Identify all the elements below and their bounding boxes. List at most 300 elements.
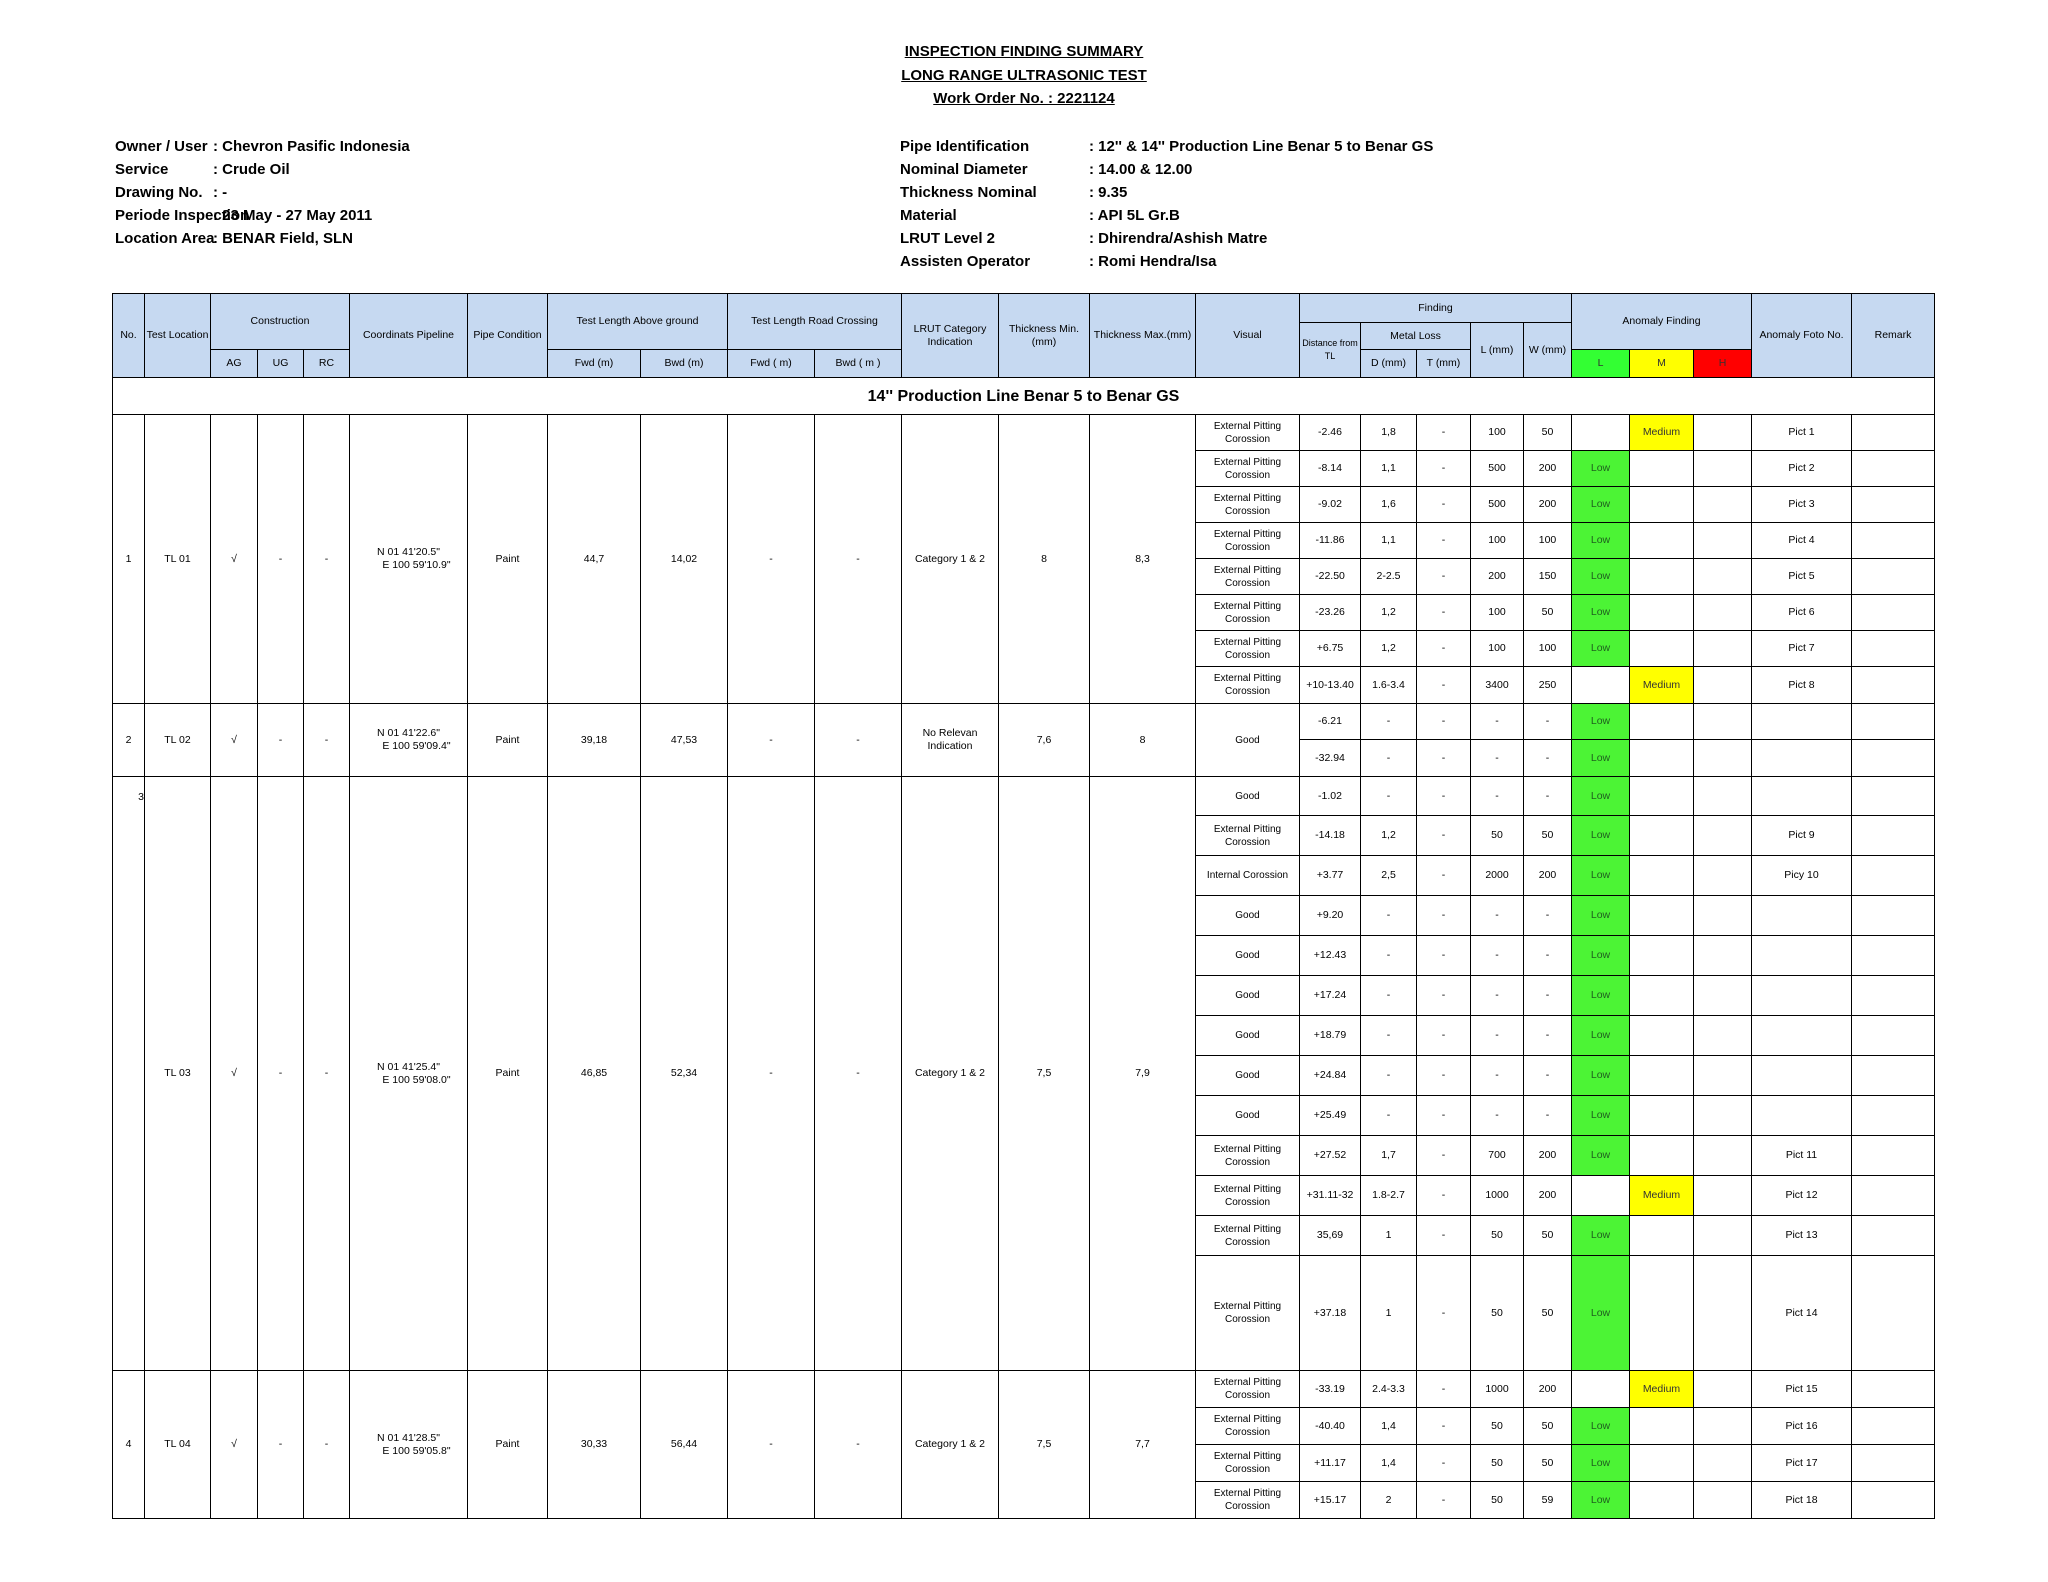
- cell-level-high: [1694, 816, 1752, 856]
- cell-anomaly-foto: [1752, 1096, 1852, 1136]
- cell-width: 200: [1524, 1136, 1572, 1176]
- coordinate-east: E 100 59'08.0": [382, 1073, 451, 1086]
- cell-remark: [1852, 777, 1935, 816]
- cell-distance: +6.75: [1300, 631, 1361, 667]
- cell-distance: +17.24: [1300, 976, 1361, 1016]
- cell-remark: [1852, 1136, 1935, 1176]
- cell-remark: [1852, 976, 1935, 1016]
- info-row: [900, 158, 1433, 181]
- coordinate-east: E 100 59'05.8": [382, 1444, 451, 1457]
- cell-distance: +9.20: [1300, 896, 1361, 936]
- cell-length: -: [1471, 704, 1524, 740]
- cell-level-medium: [1630, 777, 1694, 816]
- cell-remark: [1852, 1096, 1935, 1136]
- cell-thickness: -: [1417, 740, 1471, 777]
- cell-depth: 1,2: [1361, 631, 1417, 667]
- cell-visual: External Pitting Corossion: [1196, 487, 1300, 523]
- cell-level-high: [1694, 1016, 1752, 1056]
- cell-anomaly-foto: Pict 12: [1752, 1176, 1852, 1216]
- cell-level-high: [1694, 777, 1752, 816]
- cell-visual: Good: [1196, 704, 1300, 777]
- cell-anomaly-foto: Pict 15: [1752, 1371, 1852, 1408]
- cell-width: -: [1524, 1016, 1572, 1056]
- medium-badge: Medium: [1630, 1371, 1694, 1408]
- cell-rc: -: [304, 415, 350, 704]
- cell-rc-bwd: -: [815, 777, 902, 1371]
- low-badge: Low: [1572, 1016, 1630, 1056]
- cell-visual: External Pitting Corossion: [1196, 1445, 1300, 1482]
- cell-fwd: 46,85: [548, 777, 641, 1371]
- info-row: [115, 181, 410, 204]
- medium-badge: Medium: [1630, 667, 1694, 704]
- cell-distance: +25.49: [1300, 1096, 1361, 1136]
- cell-visual: External Pitting Corossion: [1196, 523, 1300, 559]
- cell-remark: [1852, 1256, 1935, 1371]
- cell-level-high: [1694, 976, 1752, 1016]
- cell-bwd: 56,44: [641, 1371, 728, 1519]
- cell-thickness: -: [1417, 1256, 1471, 1371]
- cell-level-high: [1694, 1371, 1752, 1408]
- low-badge: Low: [1572, 704, 1630, 740]
- cell-width: 50: [1524, 1216, 1572, 1256]
- cell-level-medium: [1630, 1136, 1694, 1176]
- cell-distance: +27.52: [1300, 1136, 1361, 1176]
- report-subtitle: LONG RANGE ULTRASONIC TEST: [901, 66, 1147, 84]
- coordinate-north: N 01 41'22.6": [377, 727, 440, 739]
- cell-anomaly-foto: Pict 16: [1752, 1408, 1852, 1445]
- cell-depth: 1,2: [1361, 595, 1417, 631]
- info-value: : Chevron Pasific Indonesia: [213, 138, 410, 155]
- info-value: : BENAR Field, SLN: [213, 230, 354, 247]
- info-row: [115, 135, 410, 158]
- cell-depth: 1,2: [1361, 816, 1417, 856]
- cell-width: 200: [1524, 451, 1572, 487]
- cell-width: 200: [1524, 1176, 1572, 1216]
- cell-visual: External Pitting Corossion: [1196, 1408, 1300, 1445]
- info-label: Material: [900, 207, 957, 224]
- low-badge: Low: [1572, 976, 1630, 1016]
- cell-level-low: [1572, 1176, 1630, 1216]
- cell-pipe-condition: Paint: [468, 777, 548, 1371]
- cell-anomaly-foto: Pict 4: [1752, 523, 1852, 559]
- low-badge: Low: [1572, 740, 1630, 777]
- cell-level-medium: [1630, 976, 1694, 1016]
- cell-anomaly-foto: Pict 17: [1752, 1445, 1852, 1482]
- cell-depth: 1,1: [1361, 523, 1417, 559]
- info-label: LRUT Level 2: [900, 230, 996, 247]
- cell-width: 250: [1524, 667, 1572, 704]
- cell-length: 50: [1471, 1445, 1524, 1482]
- cell-distance: -14.18: [1300, 816, 1361, 856]
- cell-level-medium: [1630, 740, 1694, 777]
- cell-anomaly-foto: Pict 1: [1752, 415, 1852, 451]
- cell-visual: External Pitting Corossion: [1196, 667, 1300, 704]
- cell-rc-bwd: -: [815, 415, 902, 704]
- cell-width: 50: [1524, 595, 1572, 631]
- cell-depth: 1,1: [1361, 451, 1417, 487]
- cell-ug: -: [258, 704, 304, 777]
- cell-visual: External Pitting Corossion: [1196, 816, 1300, 856]
- cell-visual: External Pitting Corossion: [1196, 451, 1300, 487]
- cell-width: 50: [1524, 1256, 1572, 1371]
- cell-anomaly-foto: Pict 3: [1752, 487, 1852, 523]
- info-row: [900, 227, 1433, 250]
- cell-visual: Good: [1196, 777, 1300, 816]
- cell-remark: [1852, 1056, 1935, 1096]
- header-level-high: H: [1694, 350, 1752, 378]
- cell-test-location: TL 03: [145, 777, 211, 1371]
- cell-depth: 1,6: [1361, 487, 1417, 523]
- cell-width: -: [1524, 1056, 1572, 1096]
- cell-depth: -: [1361, 976, 1417, 1016]
- cell-remark: [1852, 1371, 1935, 1408]
- cell-thickness: -: [1417, 816, 1471, 856]
- cell-width: -: [1524, 740, 1572, 777]
- cell-remark: [1852, 856, 1935, 896]
- cell-visual: External Pitting Corossion: [1196, 415, 1300, 451]
- cell-no: 2: [113, 704, 145, 777]
- header-ag: AG: [211, 350, 258, 378]
- cell-test-location: TL 01: [145, 415, 211, 704]
- low-badge: Low: [1572, 1256, 1630, 1371]
- cell-depth: -: [1361, 740, 1417, 777]
- cell-distance: -33.19: [1300, 1371, 1361, 1408]
- cell-distance: -11.86: [1300, 523, 1361, 559]
- cell-visual: Good: [1196, 1056, 1300, 1096]
- cell-anomaly-foto: [1752, 777, 1852, 816]
- header-anomaly-foto: Anomaly Foto No.: [1752, 294, 1852, 378]
- cell-thickness: -: [1417, 976, 1471, 1016]
- cell-level-high: [1694, 1216, 1752, 1256]
- header-pipe-condition: Pipe Condition: [468, 294, 548, 378]
- info-row: [115, 204, 410, 227]
- cell-anomaly-foto: [1752, 704, 1852, 740]
- cell-rc-fwd: -: [728, 1371, 815, 1519]
- cell-thickness: -: [1417, 595, 1471, 631]
- cell-thickness: -: [1417, 1216, 1471, 1256]
- cell-rc: -: [304, 777, 350, 1371]
- work-order-number: Work Order No. : 2221124: [933, 90, 1115, 107]
- cell-width: 50: [1524, 415, 1572, 451]
- cell-visual: External Pitting Corossion: [1196, 1136, 1300, 1176]
- cell-depth: 1: [1361, 1256, 1417, 1371]
- info-row: [900, 135, 1433, 158]
- cell-level-high: [1694, 631, 1752, 667]
- cell-remark: [1852, 523, 1935, 559]
- cell-anomaly-foto: [1752, 936, 1852, 976]
- cell-remark: [1852, 559, 1935, 595]
- low-badge: Low: [1572, 451, 1630, 487]
- header-rc-fwd: Fwd ( m): [728, 350, 815, 378]
- header-metal-loss: Metal Loss: [1361, 323, 1471, 350]
- low-badge: Low: [1572, 856, 1630, 896]
- cell-level-medium: [1630, 1445, 1694, 1482]
- low-badge: Low: [1572, 1136, 1630, 1176]
- cell-width: -: [1524, 896, 1572, 936]
- cell-thickness: -: [1417, 523, 1471, 559]
- cell-level-medium: [1630, 816, 1694, 856]
- cell-fwd: 30,33: [548, 1371, 641, 1519]
- cell-depth: 2: [1361, 1482, 1417, 1519]
- cell-width: 59: [1524, 1482, 1572, 1519]
- low-badge: Low: [1572, 559, 1630, 595]
- header-visual: Visual: [1196, 294, 1300, 378]
- general-info-left: [115, 135, 410, 250]
- cell-depth: -: [1361, 896, 1417, 936]
- header-test-length-above: Test Length Above ground: [548, 294, 728, 350]
- info-label: Drawing No.: [115, 184, 203, 201]
- cell-length: 100: [1471, 595, 1524, 631]
- info-label: Nominal Diameter: [900, 161, 1028, 178]
- cell-level-high: [1694, 1136, 1752, 1176]
- cell-level-high: [1694, 487, 1752, 523]
- cell-length: -: [1471, 976, 1524, 1016]
- header-bwd: Bwd (m): [641, 350, 728, 378]
- cell-thickness: -: [1417, 559, 1471, 595]
- header-rc: RC: [304, 350, 350, 378]
- cell-length: 3400: [1471, 667, 1524, 704]
- cell-remark: [1852, 1482, 1935, 1519]
- cell-level-low: [1572, 667, 1630, 704]
- cell-remark: [1852, 936, 1935, 976]
- table-body: [113, 378, 1935, 1519]
- cell-remark: [1852, 1445, 1935, 1482]
- cell-depth: 1: [1361, 1216, 1417, 1256]
- low-badge: Low: [1572, 487, 1630, 523]
- info-value: : 9.35: [1089, 184, 1128, 201]
- header-t-mm: T (mm): [1417, 350, 1471, 378]
- cell-visual: External Pitting Corossion: [1196, 1176, 1300, 1216]
- coordinate-east: E 100 59'10.9": [382, 559, 451, 571]
- cell-remark: [1852, 451, 1935, 487]
- info-value: : 23 May - 27 May 2011: [213, 207, 373, 224]
- low-badge: Low: [1572, 1445, 1630, 1482]
- cell-length: 500: [1471, 487, 1524, 523]
- cell-depth: -: [1361, 1056, 1417, 1096]
- cell-width: -: [1524, 936, 1572, 976]
- cell-level-medium: [1630, 1482, 1694, 1519]
- cell-anomaly-foto: Picy 10: [1752, 856, 1852, 896]
- cell-length: 100: [1471, 415, 1524, 451]
- cell-depth: -: [1361, 704, 1417, 740]
- cell-level-medium: [1630, 1256, 1694, 1371]
- header-l-mm: L (mm): [1471, 323, 1524, 378]
- cell-bwd: 47,53: [641, 704, 728, 777]
- cell-visual: Good: [1196, 896, 1300, 936]
- cell-length: -: [1471, 896, 1524, 936]
- header-rc-bwd: Bwd ( m ): [815, 350, 902, 378]
- header-w-mm: W (mm): [1524, 323, 1572, 378]
- header-d-mm: D (mm): [1361, 350, 1417, 378]
- cell-width: 50: [1524, 1445, 1572, 1482]
- info-value: : 12'' & 14'' Production Line Benar 5 to Benar GS: [1089, 138, 1434, 155]
- cell-level-high: [1694, 415, 1752, 451]
- info-row: [900, 250, 1433, 273]
- cell-anomaly-foto: Pict 2: [1752, 451, 1852, 487]
- cell-thickness: -: [1417, 856, 1471, 896]
- cell-ag: √: [211, 415, 258, 704]
- cell-anomaly-foto: Pict 8: [1752, 667, 1852, 704]
- cell-level-medium: [1630, 451, 1694, 487]
- cell-distance: -32.94: [1300, 740, 1361, 777]
- cell-level-medium: [1630, 487, 1694, 523]
- header-coordinats: Coordinats Pipeline: [350, 294, 468, 378]
- cell-distance: 35,69: [1300, 1216, 1361, 1256]
- cell-visual: Good: [1196, 976, 1300, 1016]
- table-header: [113, 294, 1935, 378]
- info-value: : Dhirendra/Ashish Matre: [1089, 230, 1268, 247]
- cell-length: 1000: [1471, 1371, 1524, 1408]
- cell-width: 50: [1524, 1408, 1572, 1445]
- header-thickness-max: Thickness Max.(mm): [1090, 294, 1196, 378]
- cell-level-high: [1694, 740, 1752, 777]
- cell-level-medium: [1630, 1096, 1694, 1136]
- table-row: [113, 415, 1935, 451]
- cell-level-medium: [1630, 936, 1694, 976]
- medium-badge: Medium: [1630, 415, 1694, 451]
- cell-distance: +18.79: [1300, 1016, 1361, 1056]
- low-badge: Low: [1572, 896, 1630, 936]
- cell-level-medium: [1630, 631, 1694, 667]
- cell-width: 100: [1524, 523, 1572, 559]
- cell-length: -: [1471, 936, 1524, 976]
- cell-anomaly-foto: Pict 6: [1752, 595, 1852, 631]
- cell-level-high: [1694, 1176, 1752, 1216]
- info-value: : Romi Hendra/Isa: [1089, 253, 1217, 270]
- report-title-block: [0, 40, 2048, 111]
- cell-distance: -9.02: [1300, 487, 1361, 523]
- cell-distance: -40.40: [1300, 1408, 1361, 1445]
- cell-level-medium: [1630, 896, 1694, 936]
- cell-remark: [1852, 1408, 1935, 1445]
- cell-distance: -8.14: [1300, 451, 1361, 487]
- cell-thickness: -: [1417, 1176, 1471, 1216]
- cell-length: 50: [1471, 1216, 1524, 1256]
- cell-width: 150: [1524, 559, 1572, 595]
- low-badge: Low: [1572, 1408, 1630, 1445]
- cell-thickness: -: [1417, 667, 1471, 704]
- cell-thickness-max: 7,9: [1090, 777, 1196, 1371]
- header-construction: Construction: [211, 294, 350, 350]
- cell-lrut-category: No Relevan Indication: [902, 704, 999, 777]
- cell-length: 1000: [1471, 1176, 1524, 1216]
- cell-level-high: [1694, 1096, 1752, 1136]
- low-badge: Low: [1572, 1096, 1630, 1136]
- table-row: [113, 704, 1935, 740]
- cell-visual: Internal Corossion: [1196, 856, 1300, 896]
- header-distance: Distance from TL: [1300, 323, 1361, 378]
- cell-remark: [1852, 487, 1935, 523]
- cell-ag: √: [211, 777, 258, 1371]
- cell-rc-fwd: -: [728, 777, 815, 1371]
- cell-level-medium: [1630, 559, 1694, 595]
- cell-visual: External Pitting Corossion: [1196, 595, 1300, 631]
- cell-thickness: -: [1417, 451, 1471, 487]
- cell-distance: +10-13.40: [1300, 667, 1361, 704]
- cell-lrut-category: Category 1 & 2: [902, 1371, 999, 1519]
- cell-coordinats: [350, 704, 468, 777]
- cell-level-low: [1572, 1371, 1630, 1408]
- cell-ag: √: [211, 1371, 258, 1519]
- low-badge: Low: [1572, 1216, 1630, 1256]
- low-badge: Low: [1572, 816, 1630, 856]
- cell-test-location: TL 02: [145, 704, 211, 777]
- cell-visual: External Pitting Corossion: [1196, 631, 1300, 667]
- cell-width: -: [1524, 704, 1572, 740]
- cell-width: -: [1524, 777, 1572, 816]
- cell-ug: -: [258, 777, 304, 1371]
- cell-level-high: [1694, 936, 1752, 976]
- cell-thickness: -: [1417, 631, 1471, 667]
- cell-test-location: TL 04: [145, 1371, 211, 1519]
- cell-depth: 1.6-3.4: [1361, 667, 1417, 704]
- cell-thickness-min: 7,5: [999, 1371, 1090, 1519]
- cell-level-high: [1694, 704, 1752, 740]
- header-test-location: Test Location: [145, 294, 211, 378]
- cell-anomaly-foto: [1752, 896, 1852, 936]
- cell-remark: [1852, 740, 1935, 777]
- cell-depth: 1,8: [1361, 415, 1417, 451]
- cell-rc-bwd: -: [815, 704, 902, 777]
- cell-length: -: [1471, 1016, 1524, 1056]
- cell-remark: [1852, 1216, 1935, 1256]
- cell-distance: -22.50: [1300, 559, 1361, 595]
- cell-depth: 1,4: [1361, 1408, 1417, 1445]
- cell-level-high: [1694, 896, 1752, 936]
- info-label: Periode Inspection: [115, 207, 250, 224]
- cell-coordinats: [350, 415, 468, 704]
- cell-bwd: 52,34: [641, 777, 728, 1371]
- cell-ug: -: [258, 1371, 304, 1519]
- cell-length: 50: [1471, 816, 1524, 856]
- cell-level-medium: [1630, 856, 1694, 896]
- cell-no: 4: [113, 1371, 145, 1519]
- cell-coordinats: [350, 1371, 468, 1519]
- cell-fwd: 39,18: [548, 704, 641, 777]
- coordinate-north: N 01 41'20.5": [377, 546, 440, 558]
- cell-rc-fwd: -: [728, 415, 815, 704]
- cell-width: 200: [1524, 856, 1572, 896]
- cell-anomaly-foto: Pict 18: [1752, 1482, 1852, 1519]
- cell-level-high: [1694, 523, 1752, 559]
- cell-thickness: -: [1417, 896, 1471, 936]
- cell-visual: External Pitting Corossion: [1196, 1482, 1300, 1519]
- cell-remark: [1852, 816, 1935, 856]
- cell-level-high: [1694, 1256, 1752, 1371]
- info-label: Service: [115, 161, 169, 178]
- cell-level-medium: [1630, 1056, 1694, 1096]
- cell-length: -: [1471, 777, 1524, 816]
- cell-depth: -: [1361, 777, 1417, 816]
- low-badge: Low: [1572, 936, 1630, 976]
- cell-anomaly-foto: [1752, 1056, 1852, 1096]
- cell-thickness-min: 8: [999, 415, 1090, 704]
- info-label: Pipe Identification: [900, 138, 1030, 155]
- cell-level-high: [1694, 667, 1752, 704]
- low-badge: Low: [1572, 777, 1630, 816]
- coordinate-north: N 01 41'28.5": [377, 1431, 440, 1444]
- info-label: Assisten Operator: [900, 253, 1031, 270]
- cell-coordinats: [350, 777, 468, 1371]
- cell-level-medium: [1630, 1016, 1694, 1056]
- cell-distance: +11.17: [1300, 1445, 1361, 1482]
- cell-level-high: [1694, 451, 1752, 487]
- cell-depth: 2-2.5: [1361, 559, 1417, 595]
- cell-thickness: -: [1417, 487, 1471, 523]
- cell-level-medium: [1630, 1408, 1694, 1445]
- cell-visual: Good: [1196, 1016, 1300, 1056]
- cell-thickness: -: [1417, 415, 1471, 451]
